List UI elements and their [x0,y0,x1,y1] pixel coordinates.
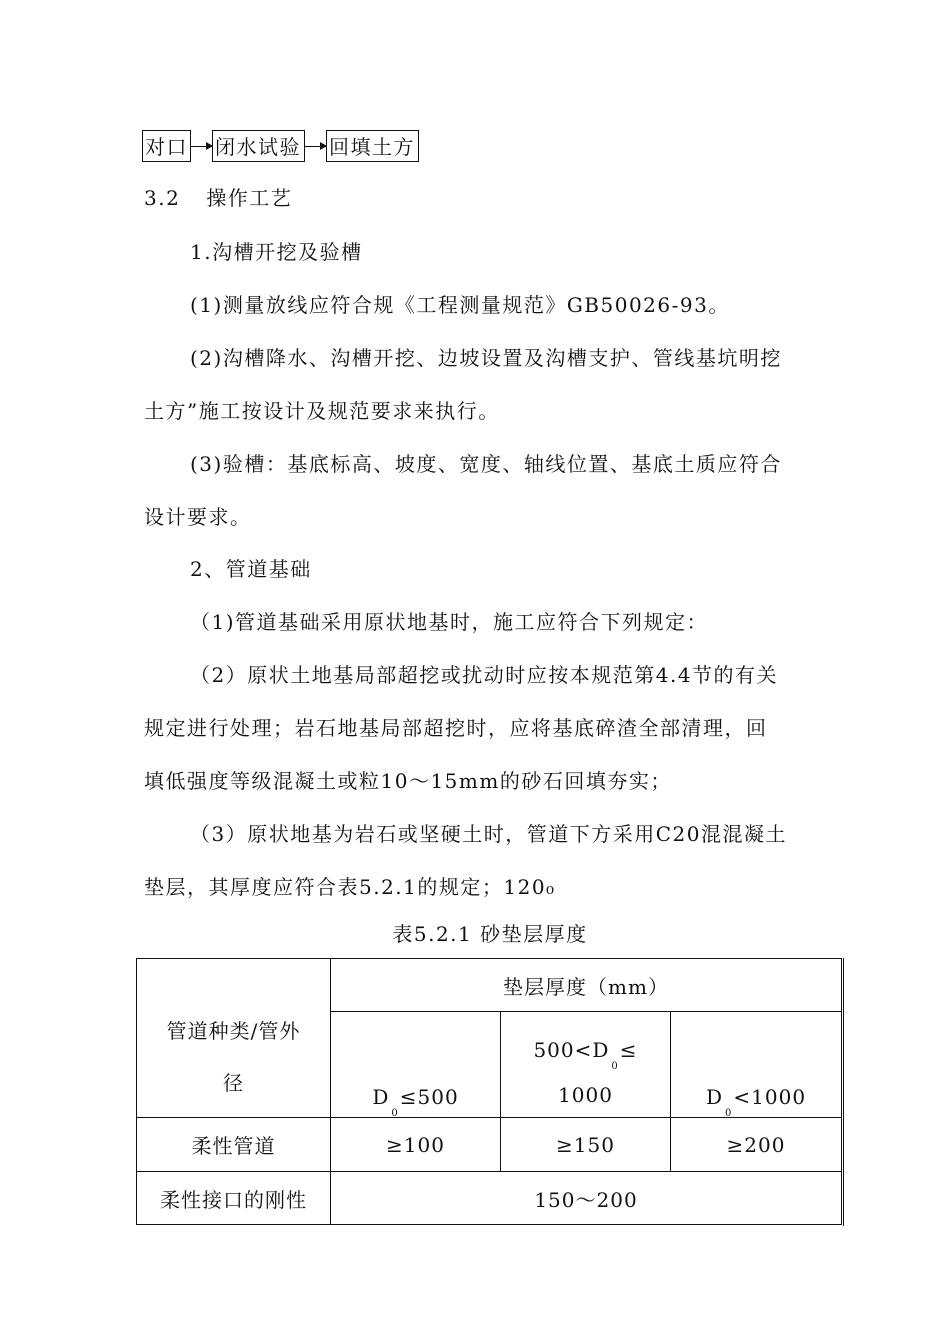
table-cell: ≥200 [671,1118,842,1172]
paragraph-2-line-2: 土方”施工按设计及规范要求来执行。 [144,399,500,423]
corner-header-line-2: 径 [223,1071,244,1095]
table-row [137,1172,842,1225]
corner-header [137,959,331,1118]
flow-arrow-icon [305,146,326,147]
item-3-line-1: （3）原状地基为岩石或坚硬土时，管道下方采用C20混混凝土 [190,822,787,846]
section-number: 3.2 [144,186,181,210]
table-caption: 表5.2.1 砂垫层厚度 [392,922,588,946]
table-cell: 150～200 [331,1172,842,1225]
row-label-flexible-pipe: 柔性管道 [137,1118,331,1172]
table-outer-border [843,958,844,1226]
flow-step-backfill: 回填土方 [326,130,419,162]
flow-step-joint: 对口 [142,130,191,162]
table-row [137,1118,842,1172]
row-label-rigid-joint: 柔性接口的刚性 [137,1172,331,1225]
column-header-large: $D_0<1000$ [671,1012,842,1118]
item-2-line-3: 填低强度等级混凝土或粒10～15mm的砂石回填夯实； [144,769,672,793]
flow-arrow-icon [191,146,212,147]
item-2-line-1: （2）原状土地基局部超挖或扰动时应按本规范第4.4节的有关 [190,663,779,687]
section-title: 操作工艺 [206,186,293,210]
paragraph-2-line-1: (2)沟槽降水、沟槽开挖、边坡设置及沟槽支护、管线基坑明挖 [190,346,782,370]
flow-step-water-test: 闭水试验 [212,130,305,162]
column-header-small: $D_0\le 500$ [331,1012,501,1118]
paragraph-3-line-2: 设计要求。 [144,505,252,529]
table-cell: ≥150 [501,1118,671,1172]
item-2-line-2: 规定进行处理；岩石地基局部超挖时，应将基底碎渣全部清理，回 [144,716,768,740]
paragraph-1: (1)测量放线应符合规《工程测量规范》GB50026-93。 [190,293,730,317]
subheading-trench: 1.沟槽开挖及验槽 [190,240,363,264]
group-header: 垫层厚度（mm） [331,959,842,1012]
item-1: （1)管道基础采用原状地基时，施工应符合下列规定： [190,610,709,634]
table-cell: ≥100 [331,1118,501,1172]
paragraph-3-line-1: (3)验槽：基底标高、坡度、宽度、轴线位置、基底土质应符合 [190,452,782,476]
item-3-line-2: 垫层，其厚度应符合表5.2.1的规定；120₀ [144,875,556,899]
section-heading [144,186,292,210]
column-header-medium: $500<D_0\le$ 1000 [501,1012,671,1118]
subheading-pipe-foundation: 2、管道基础 [190,557,312,581]
corner-header-line-1: 管道种类/管外 [166,1019,301,1043]
cushion-thickness-table [136,958,842,1225]
